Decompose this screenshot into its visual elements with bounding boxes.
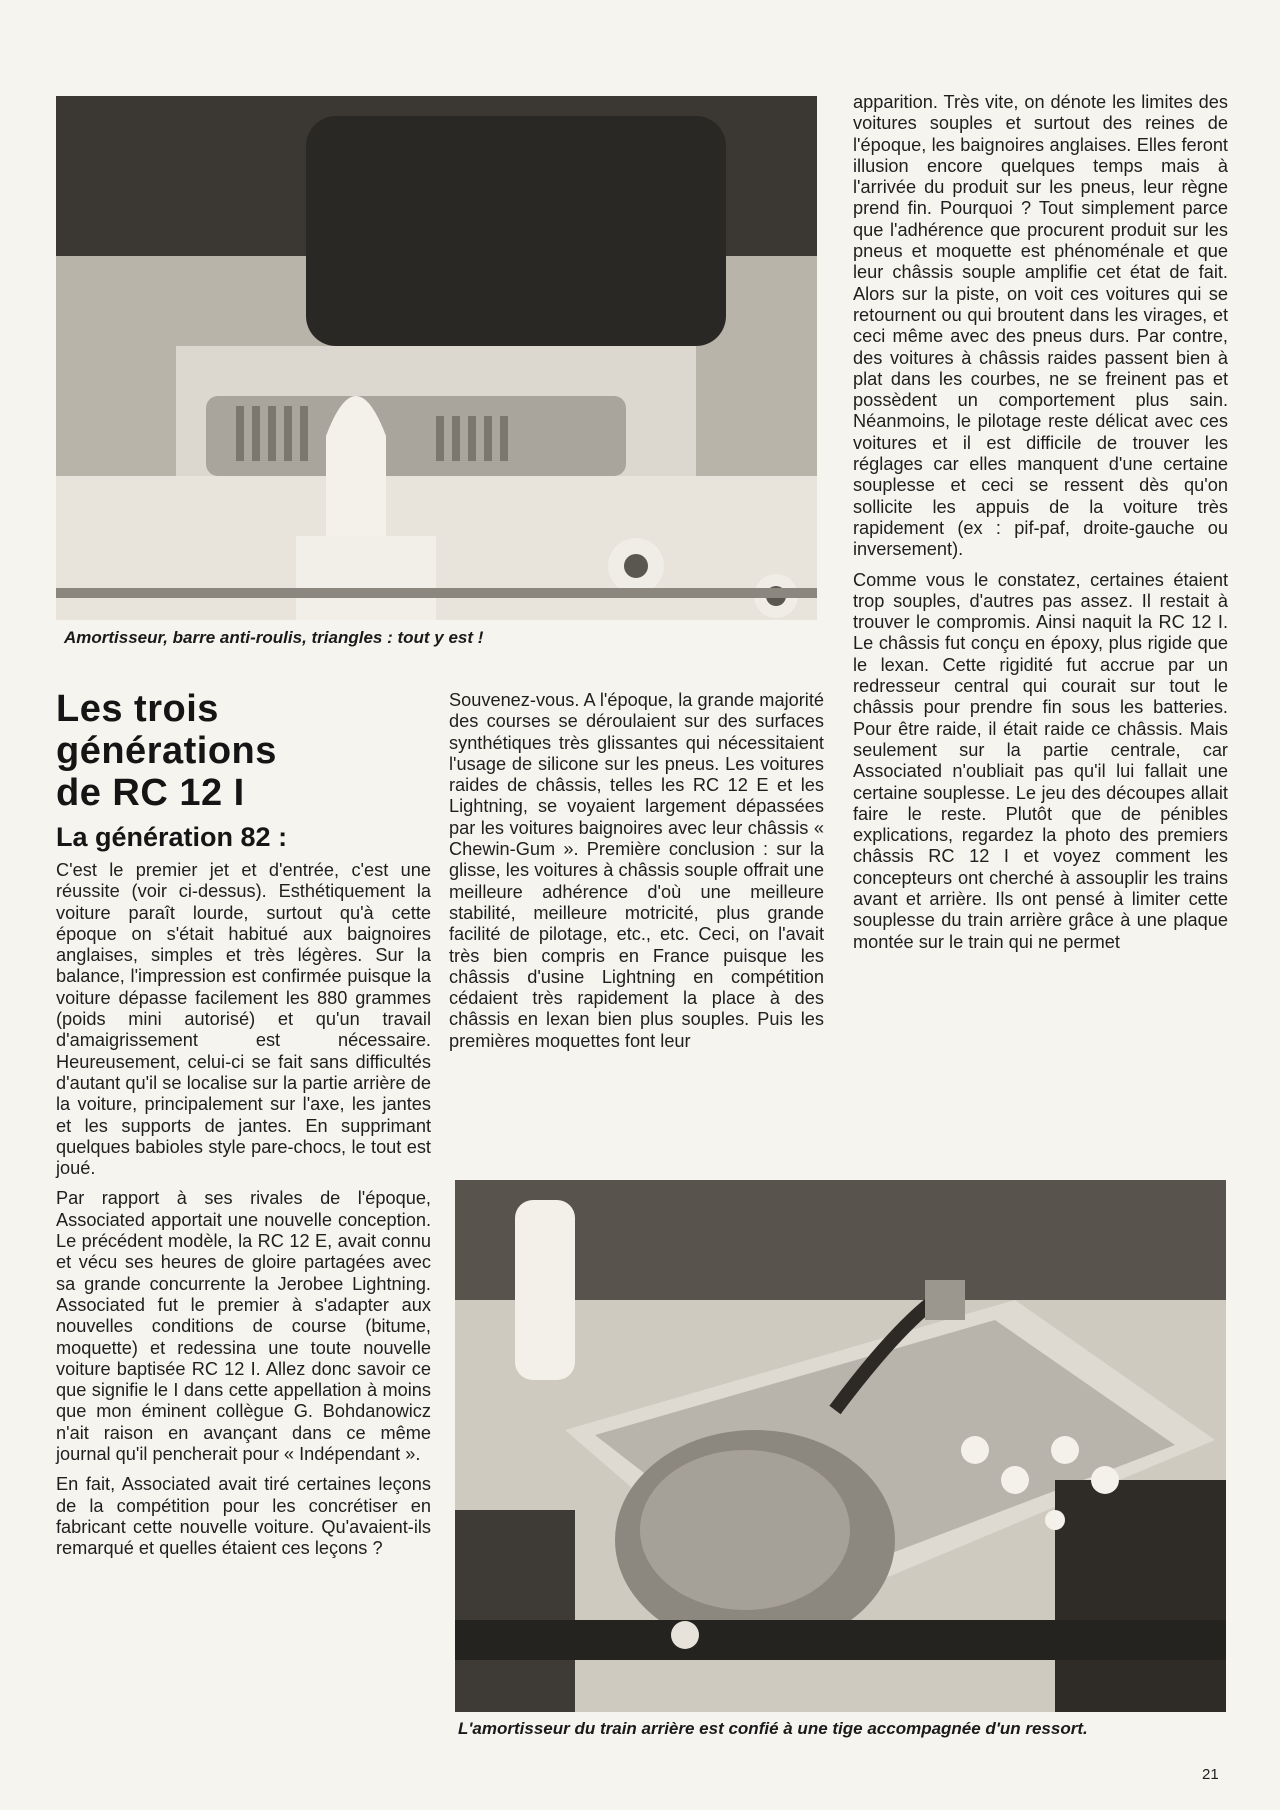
- article-title: [56, 688, 277, 814]
- photo-top-caption: Amortisseur, barre anti-roulis, triangles : tout y est !: [64, 628, 484, 647]
- photo-shock-absorber: [56, 96, 817, 620]
- photo-rear-suspension-drawing: [455, 1180, 1226, 1712]
- article-title-line-1: Les trois: [56, 688, 219, 730]
- article-paragraph: Par rapport à ses rivales de l'époque, Associated apportait une nouvelle conception. Le précédent modèle, la RC 12 E, avait connu et vécu ses heures de gloire partagées avec sa grande concurrente la Jerobee Lightning. Associated fut le premier à s'adapter aux nouvelles conditions de course (bitume, moquette) et redessina une toute nouvelle voiture baptisée RC 12 I. Allez donc savoir ce que signifie le I dans cette appellation à moins que mon éminent collègue G. Bohdanowicz n'ait raison en avançant dans ce même journal qu'il pencherait pour « Indépendant ».: [56, 1188, 431, 1465]
- article-column-3: [853, 92, 1228, 962]
- article-paragraph: C'est le premier jet et d'entrée, c'est une réussite (voir ci-dessus). Esthétiquement la voiture paraît lourde, surtout qu'à cette époque on s'était habitué aux baignoires anglaises, simples et très légères. Sur la balance, l'impression est confirmée puisque la voiture dépasse facilement les 880 grammes (poids mini autorisé) et qu'un travail d'amaigrissement est nécessaire. Heureusement, celui-ci se fait sans difficultés d'autant qu'il se localise sur la partie arrière de la voiture, principalement sur l'axe, les jantes et les supports de jantes. En supprimant quelques babioles style pare-chocs, le tout est joué.: [56, 860, 431, 1179]
- article-paragraph: apparition. Très vite, on dénote les limites des voitures souples et surtout des reines de l'époque, les baignoires anglaises. Elles feront illusion encore quelques temps mais à l'arrivée du produit sur les pneus, leur règne prend fin. Pourquoi ? Tout simplement parce que l'adhérence que procurent produit sur les pneus et moquette est phénoménale et que leur châssis souple amplifie cet état de fait. Alors sur la piste, on voit ces voitures qui se retournent ou qui broutent dans les virages, et ceci même avec des pneus durs. Par contre, des voitures à châssis raides passent bien à plat dans les courbes, ne se freinent pas et possèdent un comportement plus sain. Néanmoins, le pilotage reste délicat avec ces voitures et il est difficile de trouver les réglages car elles manquent d'une certaine souplesse et ceci se ressent dès qu'on sollicite les appuis de la voiture très rapidement (ex : pif-paf, droite-gauche ou inversement).: [853, 92, 1228, 560]
- photo-shock-absorber-drawing: [56, 96, 817, 620]
- page-number: 21: [1202, 1766, 1219, 1783]
- article-paragraph: Comme vous le constatez, certaines étaient trop souples, d'autres pas assez. Il restait à trouver le compromis. Ainsi naquit la RC 12 I. Le châssis fut conçu en époxy, plus rigide que le lexan. Cette rigidité fut accrue par un redresseur central qui courait sur tout le châssis pour prendre fin sous les batteries. Pour être raide, il était raide ce châssis. Mais seulement sur la partie centrale, car Associated n'oubliait pas qu'il lui fallait une certaine souplesse. Le jeu des découpes allait faire le reste. Plutôt que de pénibles explications, regardez la photo des premiers châssis RC 12 I et voyez comment les concepteurs ont cherché à assouplir les trains avant et arrière. Ils ont pensé à limiter cette souplesse du train arrière grâce à une plaque montée sur le train qui ne permet: [853, 569, 1228, 952]
- article-column-1: [56, 860, 431, 1569]
- article-column-2: [449, 690, 824, 1061]
- photo-bottom-caption: L'amortisseur du train arrière est confié à une tige accompagnée d'un ressort.: [458, 1719, 1088, 1738]
- article-title-line-2: générations: [56, 730, 277, 772]
- article-subtitle: La génération 82 :: [56, 822, 288, 852]
- photo-rear-suspension: [455, 1180, 1226, 1712]
- article-title-line-3: de RC 12 I: [56, 772, 245, 814]
- article-paragraph: Souvenez-vous. A l'époque, la grande majorité des courses se déroulaient sur des surfaces synthétiques très glissantes qui nécessitaient l'usage de silicone sur les pneus. Les voitures raides de châssis, telles les RC 12 E et les Lightning, se voyaient largement dépassées par les voitures baignoires avec leur châssis « Chewin-Gum ». Première conclusion : sur la glisse, les voitures à châssis souple offrait une meilleure adhérence d'où une meilleure stabilité, meilleure motricité, plus grande facilité de pilotage, etc., etc. Ceci, on l'avait très bien compris en France puisque les châssis d'usine Lightning en compétition cédaient très rapidement la place à des châssis en lexan bien plus souples. Puis les premières moquettes font leur: [449, 690, 824, 1051]
- article-paragraph: En fait, Associated avait tiré certaines leçons de la compétition pour les concrétiser en fabricant cette nouvelle voiture. Qu'avaient-ils remarqué et quelles étaient ces leçons ?: [56, 1474, 431, 1559]
